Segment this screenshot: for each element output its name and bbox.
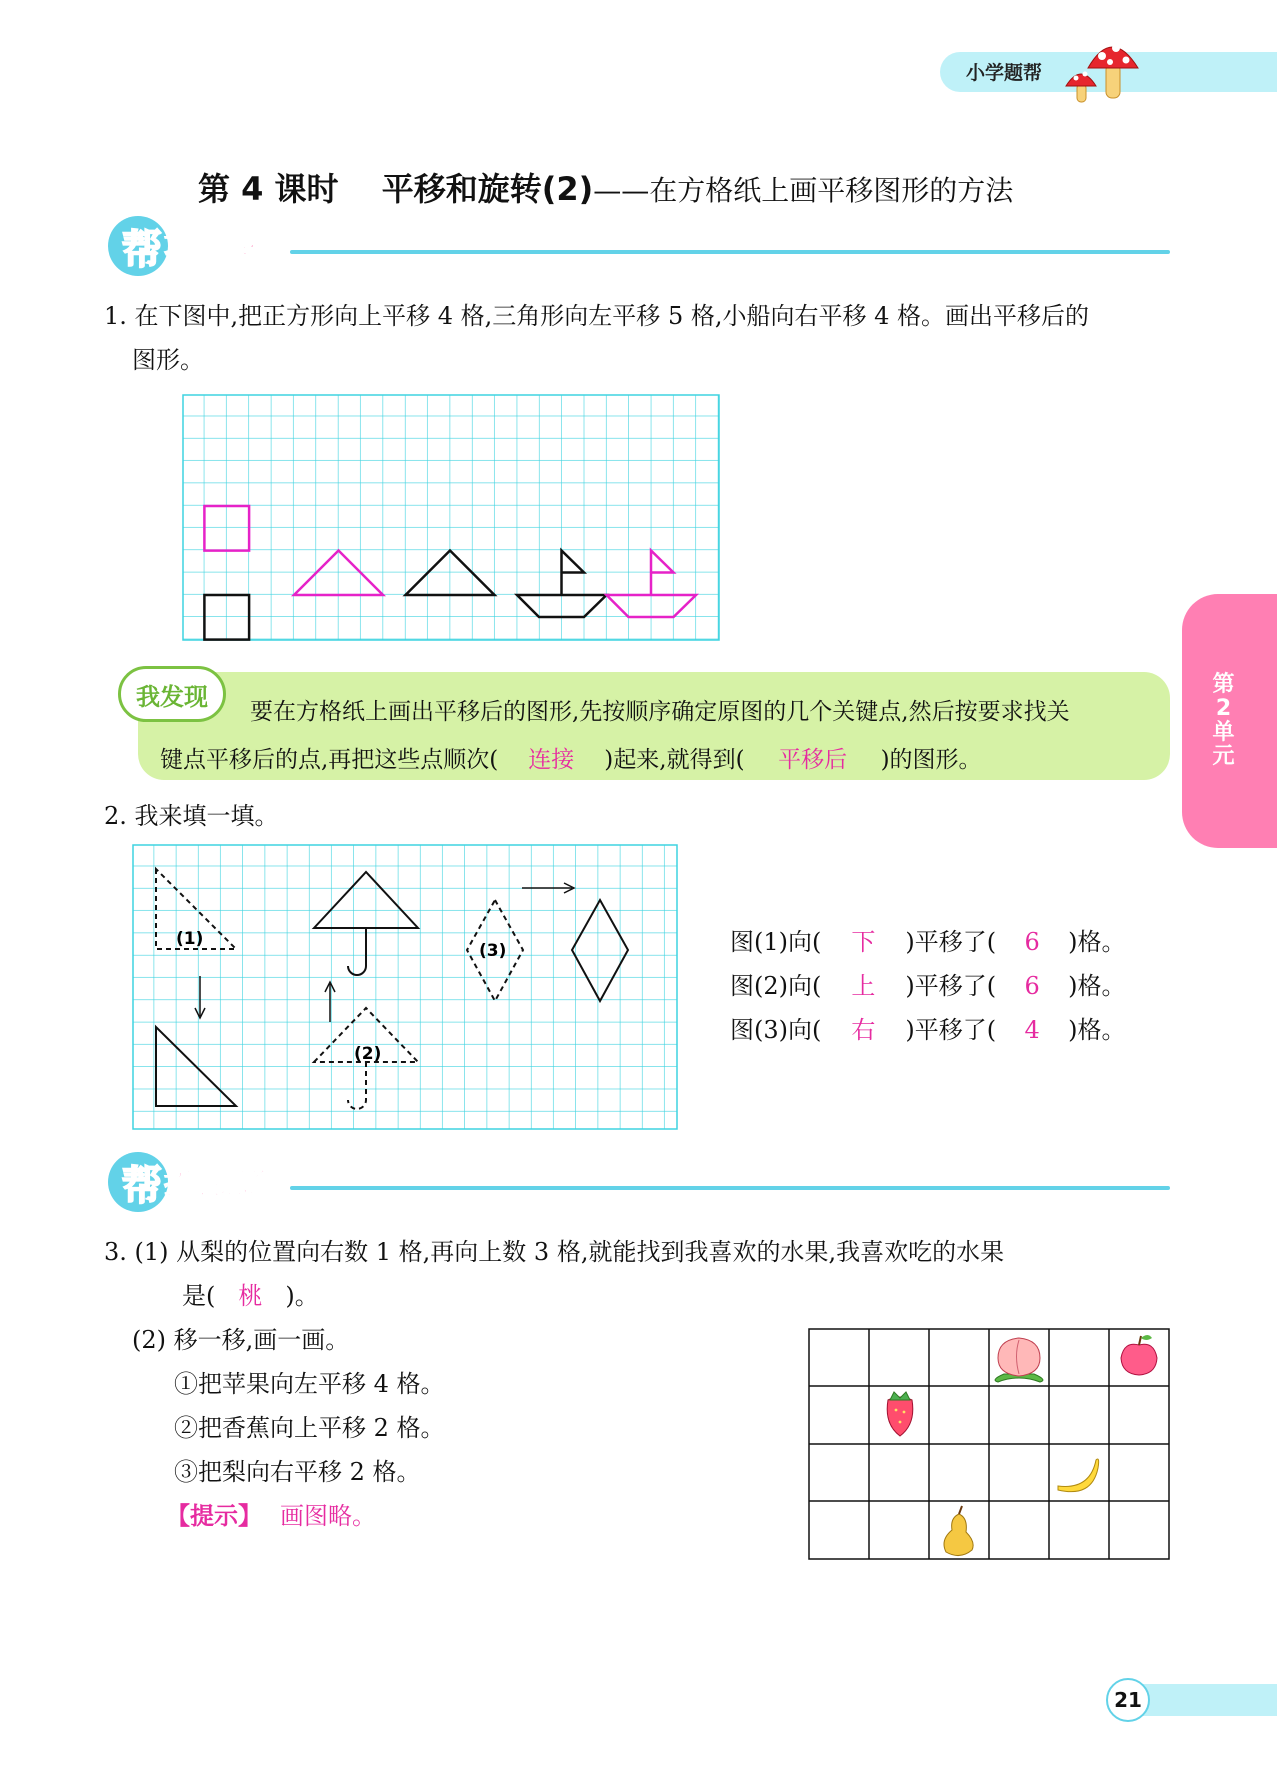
- q2-answers: [730, 920, 1125, 1052]
- answer-count: 4: [1024, 1016, 1040, 1044]
- q3-item: ①把苹果向左平移 4 格。: [174, 1370, 445, 1398]
- answer-direction: 下: [851, 928, 876, 956]
- q2-row: 图(3)向( 右 )平移了( 4 )格。: [730, 1008, 1125, 1052]
- unit-side-tab: 第 2 单 元: [1182, 594, 1277, 848]
- hint-text: 画图略。: [280, 1502, 376, 1530]
- strawberry-icon: [887, 1392, 913, 1436]
- answer-direction: 上: [851, 972, 876, 1000]
- section-bang: 帮: [122, 1163, 162, 1209]
- section-title: 巩固基础: [164, 231, 277, 264]
- q3-item: ②把香蕉向上平移 2 格。: [174, 1414, 445, 1442]
- section-header-extend: [108, 1152, 308, 1212]
- fig1-label: (1): [176, 929, 204, 949]
- q3-hint: [166, 1494, 376, 1538]
- banana-icon: [1058, 1459, 1099, 1492]
- section-bang: 帮: [122, 227, 162, 273]
- answer-direction: 右: [851, 1016, 876, 1044]
- question-1-text: 1. 在下图中,把正方形向上平移 4 格,三角形向左平移 5 格,小船向右平移 4 格。画出平移后的: [104, 302, 1089, 330]
- fig2-label: (2): [354, 1044, 382, 1064]
- q1-grid-figure: [182, 394, 720, 642]
- page-number: 21: [1106, 1678, 1150, 1722]
- fig3-label: (3): [479, 941, 507, 961]
- answer-count: 6: [1024, 928, 1040, 956]
- question-1-text-cont: 图形。: [132, 346, 204, 374]
- section-title: 拓展思维: [164, 1167, 277, 1200]
- mushroom-icon: [1062, 34, 1152, 104]
- hint-label: 【提示】: [166, 1502, 262, 1530]
- discover-text-line1: 要在方格纸上画出平移后的图形,先按顺序确定原图的几个关键点,然后按要求找关: [250, 699, 1070, 725]
- q2-row: 图(1)向( 下 )平移了( 6 )格。: [730, 920, 1125, 964]
- q3-item: ③把梨向右平移 2 格。: [174, 1458, 421, 1486]
- pear-icon: [944, 1506, 973, 1556]
- q2-row: 图(2)向( 上 )平移了( 6 )格。: [730, 964, 1125, 1008]
- question-2-title: 2. 我来填一填。: [104, 802, 279, 830]
- question-3-text: 3. (1) 从梨的位置向右数 1 格,再向上数 3 格,就能找到我喜欢的水果,我喜欢吃的水果: [104, 1238, 1005, 1266]
- section-divider: [290, 250, 1170, 254]
- answer-translated: 平移后: [778, 747, 848, 773]
- section-header-basic: [108, 216, 308, 276]
- lesson-title: 第 4 课时 平移和旋转(2)——在方格纸上画平移图形的方法: [198, 170, 1014, 208]
- answer-fruit: 桃: [238, 1282, 263, 1310]
- question-3-part2: (2) 移一移,画一画。: [132, 1326, 350, 1354]
- answer-count: 6: [1024, 972, 1040, 1000]
- section-divider: [290, 1186, 1170, 1190]
- answer-connect: 连接: [528, 747, 575, 773]
- discover-badge: 我发现: [118, 666, 226, 722]
- q3-fruit-grid: [808, 1328, 1172, 1562]
- peach-icon: [995, 1338, 1043, 1382]
- discover-text-line2: 键点平移后的点,再把这些点顺次( 连接 )起来,就得到( 平移后 )的图形。: [160, 738, 982, 782]
- q2-grid-figure: [132, 844, 678, 1130]
- question-3-text-cont: 是( 桃 )。: [182, 1274, 319, 1318]
- brand-label: 小学题帮: [966, 62, 1043, 84]
- apple-icon: [1121, 1335, 1157, 1375]
